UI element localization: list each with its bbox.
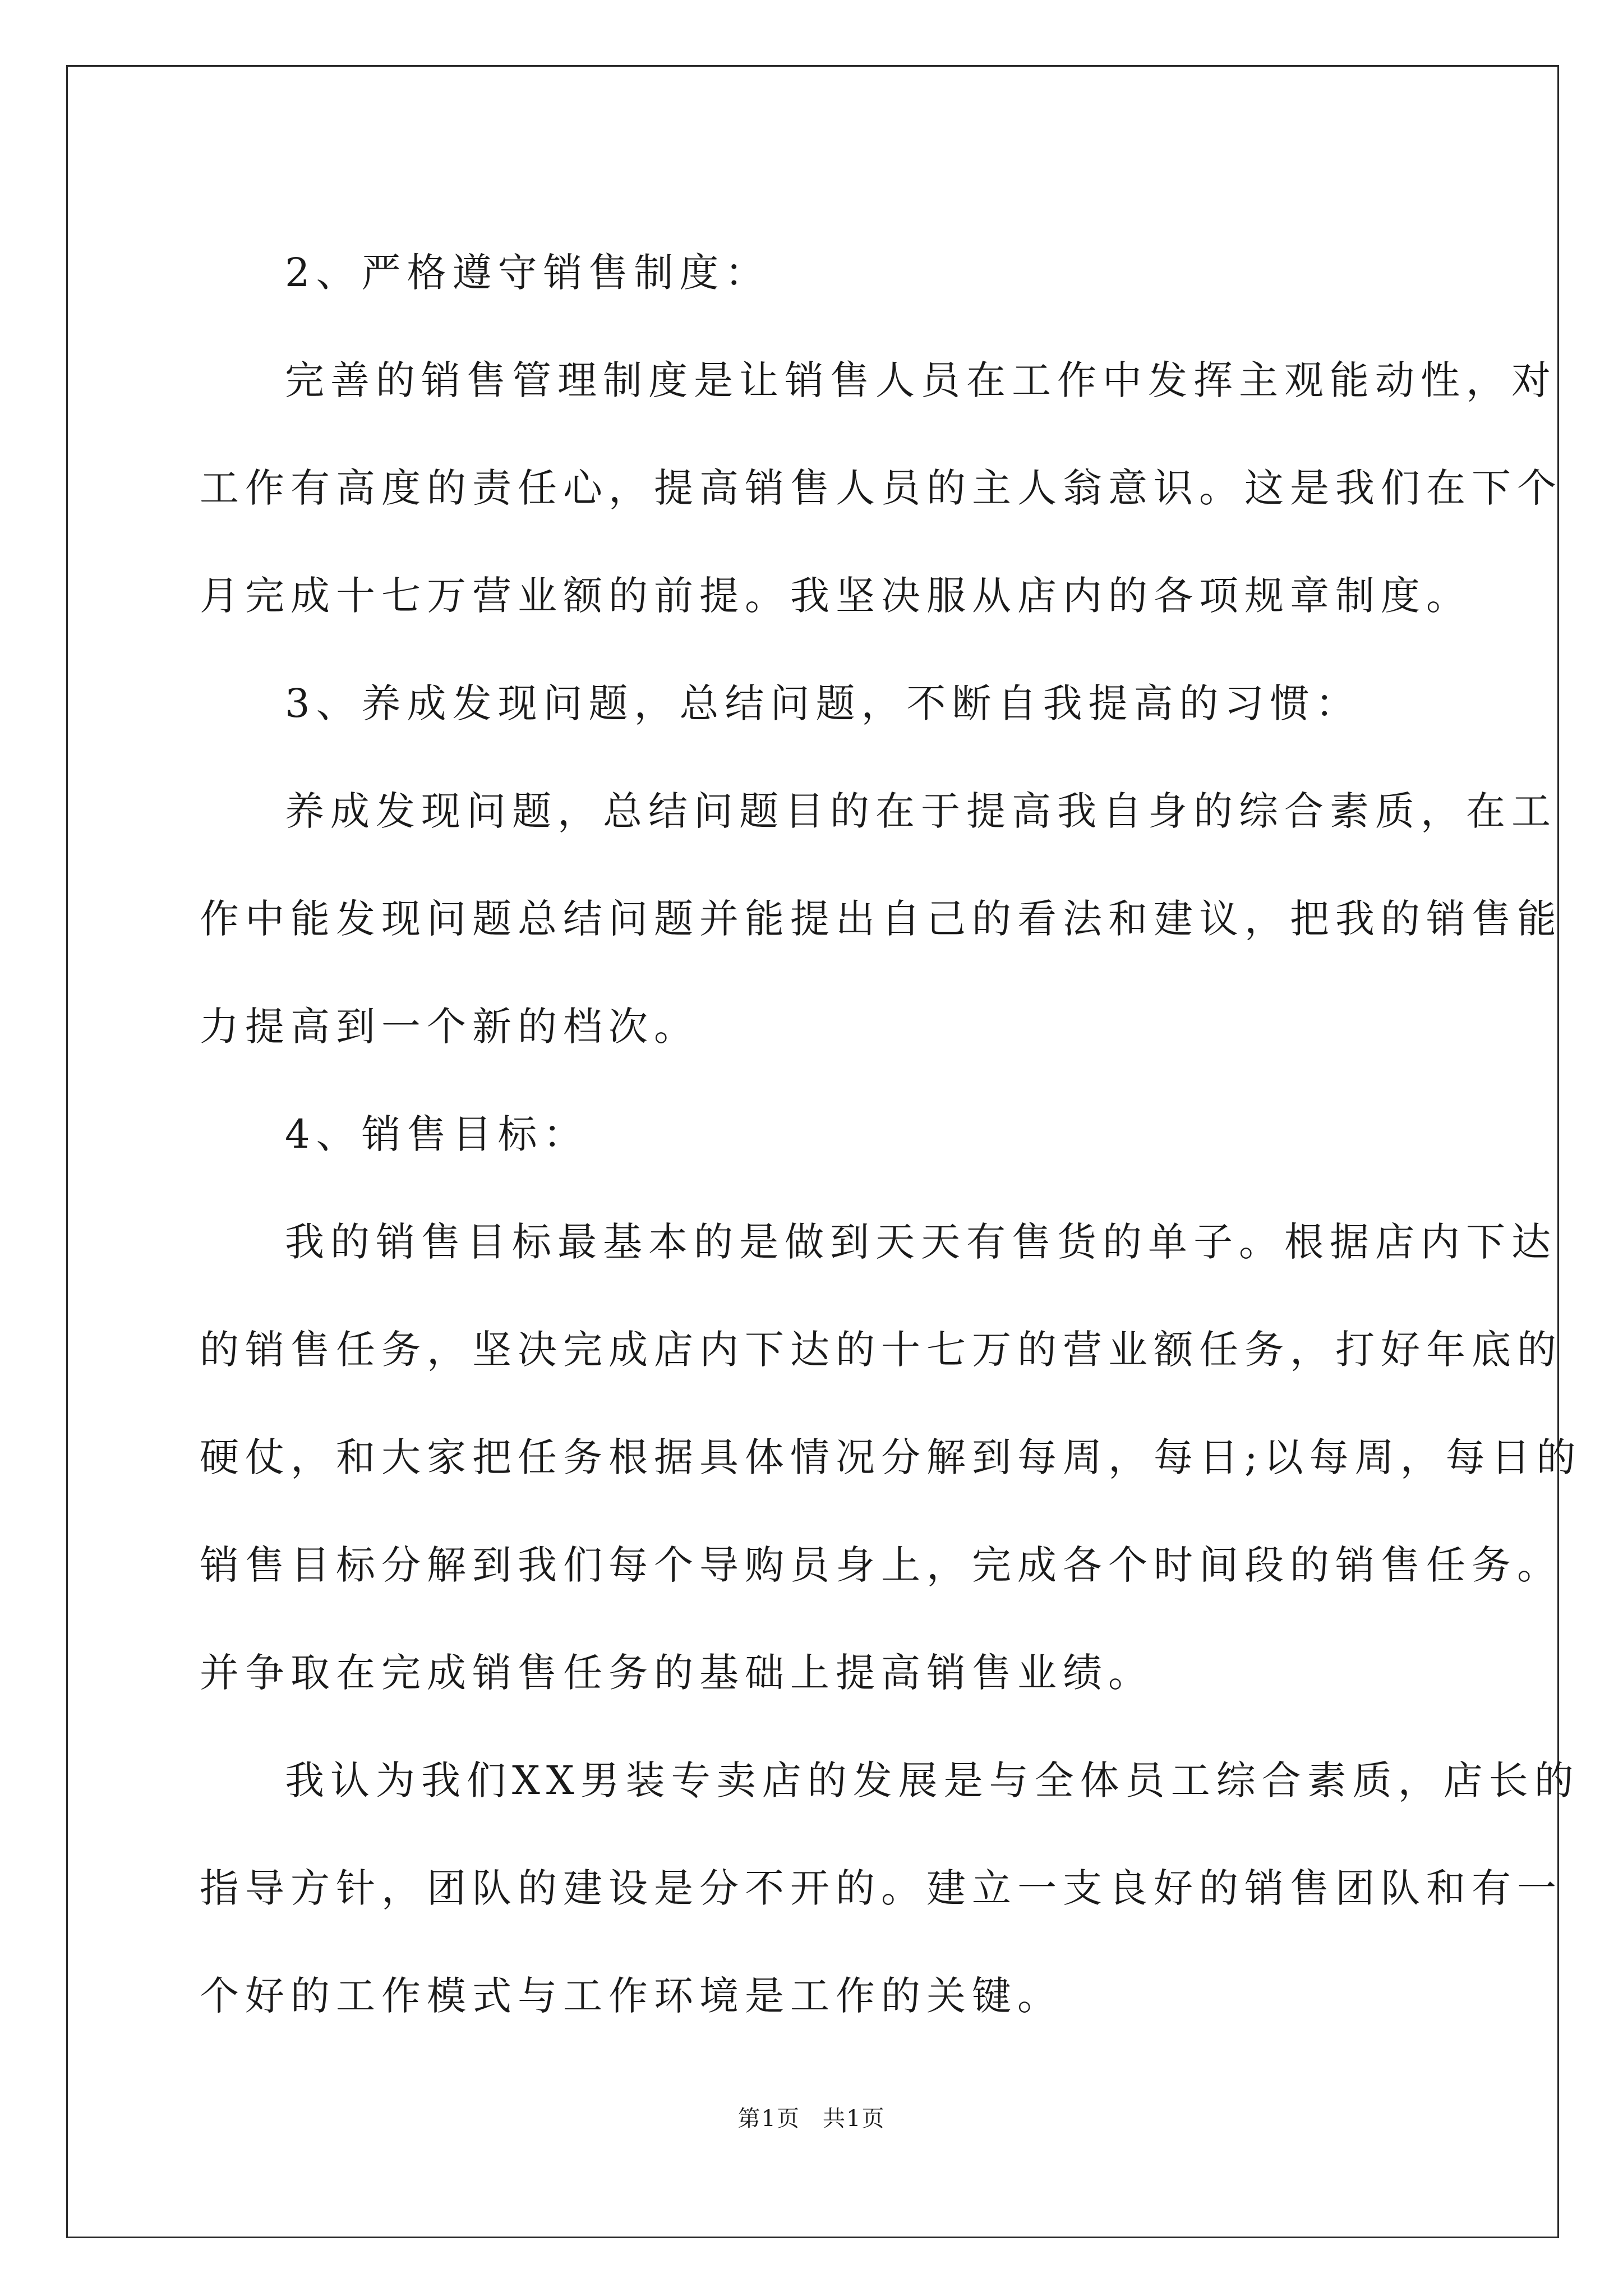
paragraph-line: 我认为我们XX男装专卖店的发展是与全体员工综合素质，店长的	[285, 1757, 1580, 1803]
paragraph-line: 硬仗，和大家把任务根据具体情况分解到每周，每日;以每周，每日的	[200, 1434, 1582, 1480]
page-total: 共1页	[823, 2106, 886, 2132]
document-body	[200, 219, 1582, 2050]
paragraph-line: 并争取在完成销售任务的基础上提高销售业绩。	[200, 1650, 1154, 1696]
paragraph-line: 指导方针，团队的建设是分不开的。建立一支良好的销售团队和有一	[200, 1865, 1562, 1911]
page-number: 第1页	[737, 2106, 800, 2132]
paragraph-line: 销售目标分解到我们每个导购员身上，完成各个时间段的销售任务。	[200, 1542, 1562, 1588]
section-heading-4: 4、销售目标：	[285, 1111, 589, 1157]
paragraph-line: 工作有高度的责任心，提高销售人员的主人翁意识。这是我们在下个	[200, 465, 1562, 511]
paragraph-line: 力提高到一个新的档次。	[200, 1004, 699, 1050]
paragraph-line: 完善的销售管理制度是让销售人员在工作中发挥主观能动性，对	[285, 357, 1557, 403]
paragraph-line: 养成发现问题，总结问题目的在于提高我自身的综合素质，在工	[285, 788, 1557, 834]
section-heading-2: 2、严格遵守销售制度：	[285, 250, 771, 296]
page-footer	[0, 2101, 1623, 2133]
paragraph-line: 个好的工作模式与工作环境是工作的关键。	[200, 1973, 1063, 2019]
paragraph-line: 我的销售目标最基本的是做到天天有售货的单子。根据店内下达	[285, 1219, 1557, 1265]
paragraph-line: 的销售任务，坚决完成店内下达的十七万的营业额任务，打好年底的	[200, 1327, 1562, 1373]
section-heading-3: 3、养成发现问题，总结问题，不断自我提高的习惯：	[285, 680, 1361, 726]
paragraph-line: 月完成十七万营业额的前提。我坚决服从店内的各项规章制度。	[200, 573, 1472, 619]
paragraph-line: 作中能发现问题总结问题并能提出自己的看法和建议，把我的销售能	[200, 896, 1562, 942]
